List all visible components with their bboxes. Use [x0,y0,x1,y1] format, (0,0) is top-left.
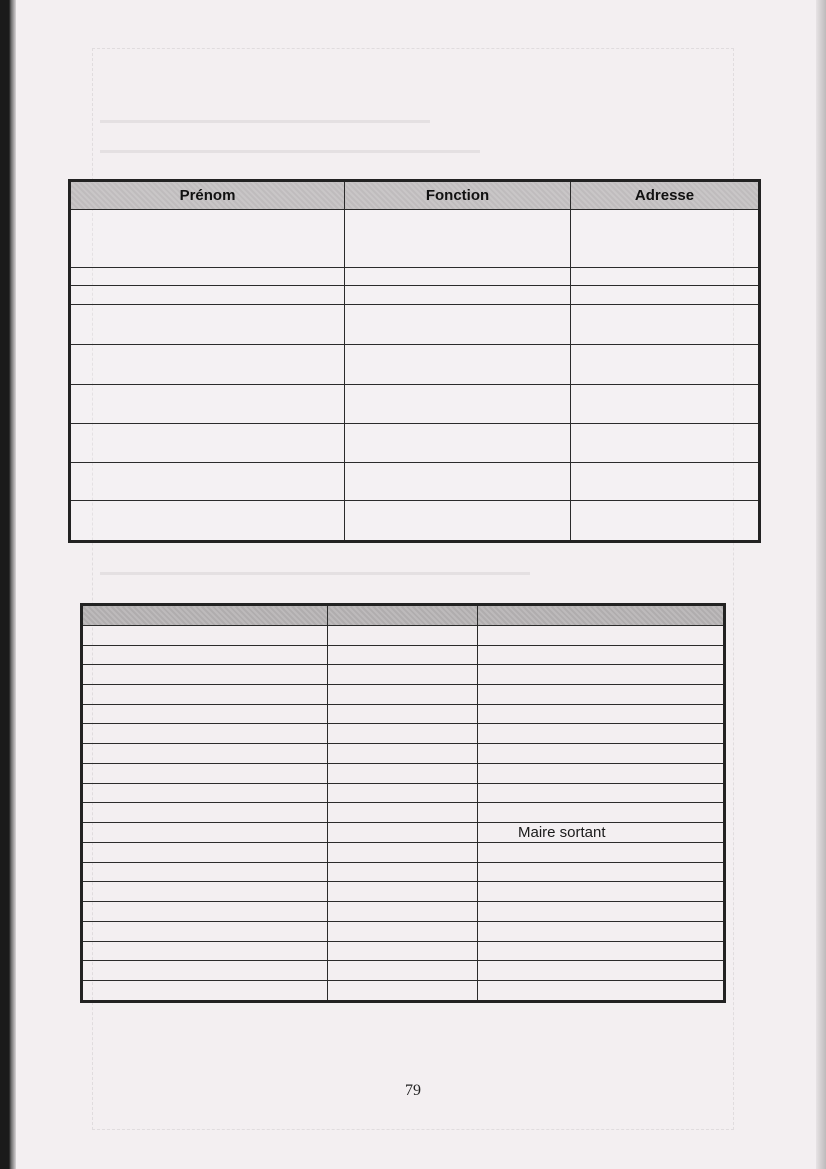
table-cell [345,267,571,285]
table-cell [70,286,345,305]
column-header-adresse: Adresse [571,181,760,210]
scan-border-left [0,0,16,1169]
table-cell [478,724,725,744]
table-cell [328,961,478,981]
table-cell [478,783,725,803]
table-cell [82,704,328,724]
table-row [70,462,760,501]
table-cell [328,645,478,665]
table-cell [478,625,725,645]
table-row [82,981,725,1002]
table-cell [571,424,760,463]
table-row [70,424,760,463]
table-cell [328,862,478,882]
council-table [80,603,726,1003]
bleed-through-line [100,572,530,575]
table-cell [571,384,760,424]
table-cell [82,902,328,922]
table-cell [70,424,345,463]
table-header-row [82,605,725,626]
table-cell [345,305,571,345]
table-row [82,842,725,862]
table-cell [345,501,571,542]
table-cell [82,763,328,783]
table-cell [478,684,725,704]
table-cell [82,921,328,941]
table-cell [82,981,328,1002]
table-cell [345,286,571,305]
table-row [82,783,725,803]
table-row [82,744,725,764]
table-cell [328,823,478,843]
table-cell [82,941,328,961]
table-cell [82,823,328,843]
table-row [70,286,760,305]
table-row [82,921,725,941]
table-cell [328,704,478,724]
table-cell [328,803,478,823]
page-number: 79 [405,1082,421,1099]
table-row [70,501,760,542]
table-cell [478,842,725,862]
table-cell [82,724,328,744]
table-cell [82,684,328,704]
table-cell [328,744,478,764]
table-cell [571,210,760,268]
table-cell [345,384,571,424]
table-row [82,724,725,744]
table-cell [328,783,478,803]
table-row [82,763,725,783]
table-cell [345,210,571,268]
bleed-through-line [100,150,480,153]
table-cell [82,842,328,862]
table-cell [328,882,478,902]
table-cell [571,267,760,285]
table-cell [328,724,478,744]
table-cell [478,921,725,941]
table-cell [478,803,725,823]
table-cell [328,665,478,685]
table-cell [328,941,478,961]
table-cell [571,305,760,345]
table-cell [571,286,760,305]
table-cell [478,981,725,1002]
table-row [82,684,725,704]
table-cell [70,210,345,268]
column-header-fonction: Fonction [345,181,571,210]
column-header-prenom: Prénom [70,181,345,210]
table-header-cell [478,605,725,626]
table-cell [328,763,478,783]
table-cell [82,665,328,685]
table-cell [571,345,760,385]
table-cell [345,424,571,463]
scan-border-right [816,0,826,1169]
table-cell [328,921,478,941]
table-header-cell [328,605,478,626]
table-row [82,961,725,981]
table-cell [345,345,571,385]
table-cell [82,961,328,981]
table-row [70,305,760,345]
table-cell [478,704,725,724]
table-row [70,267,760,285]
table-cell [82,645,328,665]
table-row [82,902,725,922]
table-cell [82,783,328,803]
table-row [82,645,725,665]
table-cell [478,645,725,665]
table-row [70,384,760,424]
table-row [82,704,725,724]
table-cell [478,941,725,961]
table-row [82,862,725,882]
table-row [70,210,760,268]
table-cell [328,981,478,1002]
table-cell [82,744,328,764]
table-cell [478,763,725,783]
table-row [82,941,725,961]
table-cell [70,267,345,285]
table-cell [478,961,725,981]
table-cell [571,501,760,542]
table-cell [478,902,725,922]
table-cell [328,902,478,922]
table-cell [70,305,345,345]
table-cell [478,744,725,764]
table-row [82,882,725,902]
table-header-row [70,181,760,210]
maire-sortant-note: Maire sortant [478,823,725,843]
table-cell [82,882,328,902]
table-cell [82,803,328,823]
table-cell [70,462,345,501]
table-cell [328,684,478,704]
table-cell [478,882,725,902]
table-cell [571,462,760,501]
members-table [68,179,761,543]
bleed-through-line [100,120,430,123]
table-header-cell [82,605,328,626]
table-cell [70,345,345,385]
table-cell [82,625,328,645]
table-cell [478,862,725,882]
table-cell [328,625,478,645]
table-cell [345,462,571,501]
table-cell [70,384,345,424]
table-row [82,625,725,645]
table-cell [70,501,345,542]
table-cell [82,862,328,882]
table-row [82,665,725,685]
table-cell [328,842,478,862]
table-row [70,345,760,385]
table-row [82,803,725,823]
table-cell [478,665,725,685]
table-row [82,823,725,843]
